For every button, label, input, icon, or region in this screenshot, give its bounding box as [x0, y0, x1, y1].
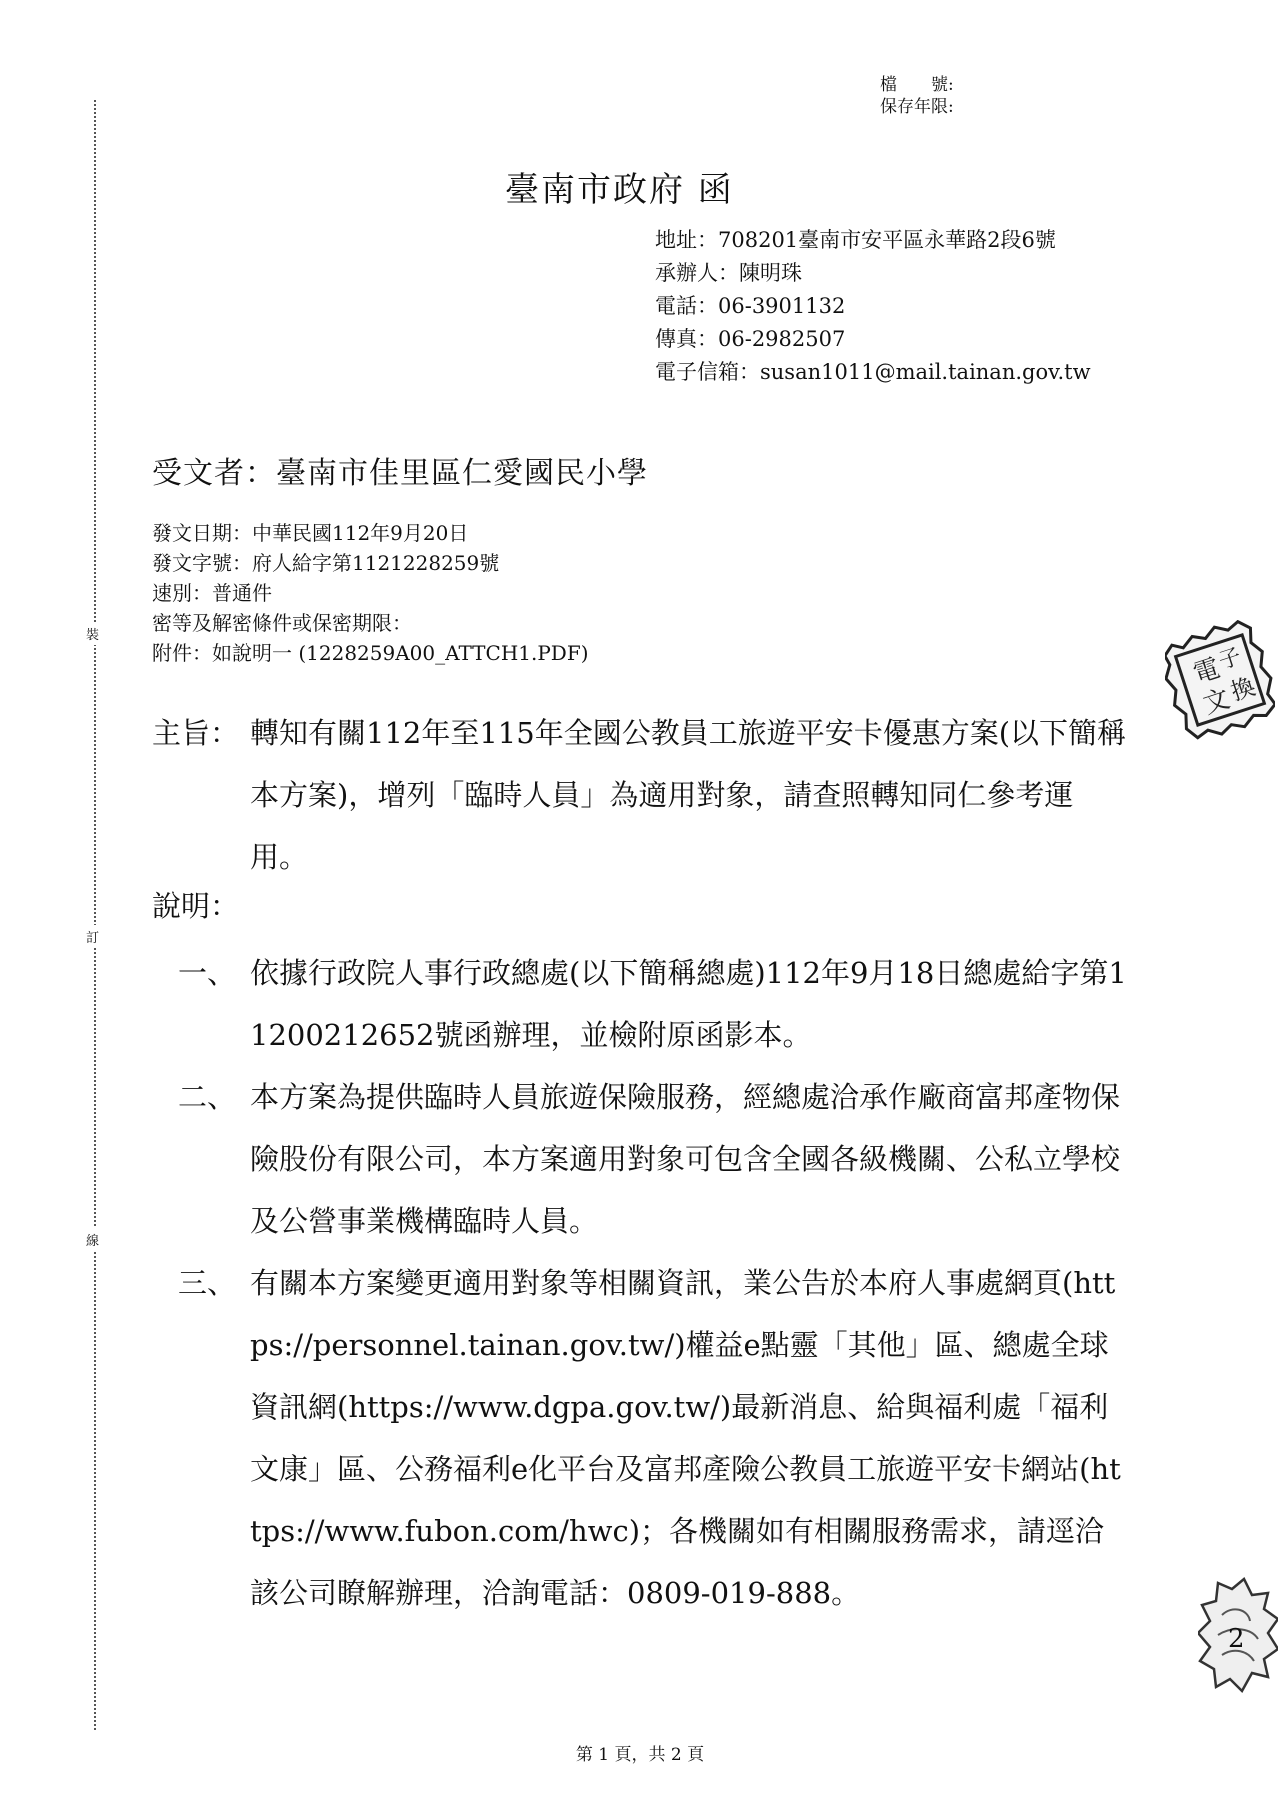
subject-label: 主旨： — [152, 716, 240, 750]
sender-fax: 傳真：06-2982507 — [655, 327, 846, 351]
subject-section — [152, 702, 1130, 888]
issue-meta — [152, 518, 589, 668]
subject-text: 轉知有關112年至115年全國公教員工旅遊平安卡優惠方案(以下簡稱本方案)，增列「臨時人員」為適用對象，請查照轉知同仁參考運用。 — [250, 716, 1127, 874]
document-title: 臺南市政府 函 — [505, 170, 734, 210]
explanation-label: 說明： — [152, 889, 240, 923]
issue-date: 發文日期：中華民國112年9月20日 — [152, 521, 469, 545]
retention-label: 保存年限: — [880, 97, 954, 117]
recipient: 受文者：臺南市佳里區仁愛國民小學 — [152, 456, 648, 491]
binding-mark-staple: 訂 — [86, 925, 99, 948]
binding-margin-line — [94, 100, 96, 1730]
svg-text:電: 電 — [1189, 653, 1224, 690]
item-text: 本方案為提供臨時人員旅遊保險服務，經總處洽承作廠商富邦產物保險股份有限公司，本方案適用對象可包含全國各級機關、公私立學校及公營事業機構臨時人員。 — [250, 1080, 1121, 1238]
item-number: 一、 — [178, 956, 237, 990]
explanation-list — [178, 942, 1130, 1624]
explanation-item-1 — [178, 942, 1130, 1066]
secrecy-level: 密等及解密條件或保密期限： — [152, 611, 412, 635]
attachment: 附件：如說明一 (1228259A00_ATTCH1.PDF) — [152, 641, 589, 665]
page-seal-icon — [1198, 1575, 1278, 1695]
item-text: 有關本方案變更適用對象等相關資訊，業公告於本府人事處網頁(https://personnel.tainan.gov.tw/)權益e點靈「其他」區、總處全球資訊網(https://www.dgpa.gov.tw/)最新消息、給與福利處「福利文康」區、公務福利e化平台及富邦產險公教員工旅遊平安卡網站(https://www.fubon.com/hwc)；各機關如有相關服務需求，請逕洽該公司瞭解辦理，洽詢電話：0809-019-888。 — [250, 1266, 1121, 1610]
svg-text:文: 文 — [1199, 683, 1234, 721]
page-footer: 第 1 頁，共 2 頁 — [575, 1745, 705, 1765]
explanation-item-2 — [178, 1066, 1130, 1252]
item-text: 依據行政院人事行政總處(以下簡稱總處)112年9月18日總處給字第11200212652號函辦理，並檢附原函影本。 — [250, 956, 1127, 1052]
sender-address: 地址：708201臺南市安平區永華路2段6號 — [655, 228, 1056, 252]
sender-phone: 電話：06-3901132 — [655, 294, 846, 318]
sender-officer: 承辦人：陳明珠 — [655, 261, 802, 285]
page-seal-number: 2 — [1228, 1624, 1245, 1654]
binding-mark-bind: 裝 — [86, 622, 99, 645]
svg-text:換: 換 — [1227, 672, 1259, 707]
delivery-speed: 速別：普通件 — [152, 581, 272, 605]
sender-email: 電子信箱：susan1011@mail.tainan.gov.tw — [655, 360, 1091, 384]
svg-text:子: 子 — [1215, 644, 1245, 675]
item-number: 三、 — [178, 1266, 237, 1300]
sender-info — [655, 224, 1125, 389]
binding-mark-line: 線 — [86, 1228, 99, 1251]
explanation-item-3 — [178, 1252, 1130, 1624]
document-number: 發文字號：府人給字第1121228259號 — [152, 551, 500, 575]
e-exchange-stamp-icon — [1165, 620, 1275, 740]
file-number-label: 檔 號: — [880, 75, 954, 95]
item-number: 二、 — [178, 1080, 237, 1114]
file-meta — [880, 74, 954, 118]
